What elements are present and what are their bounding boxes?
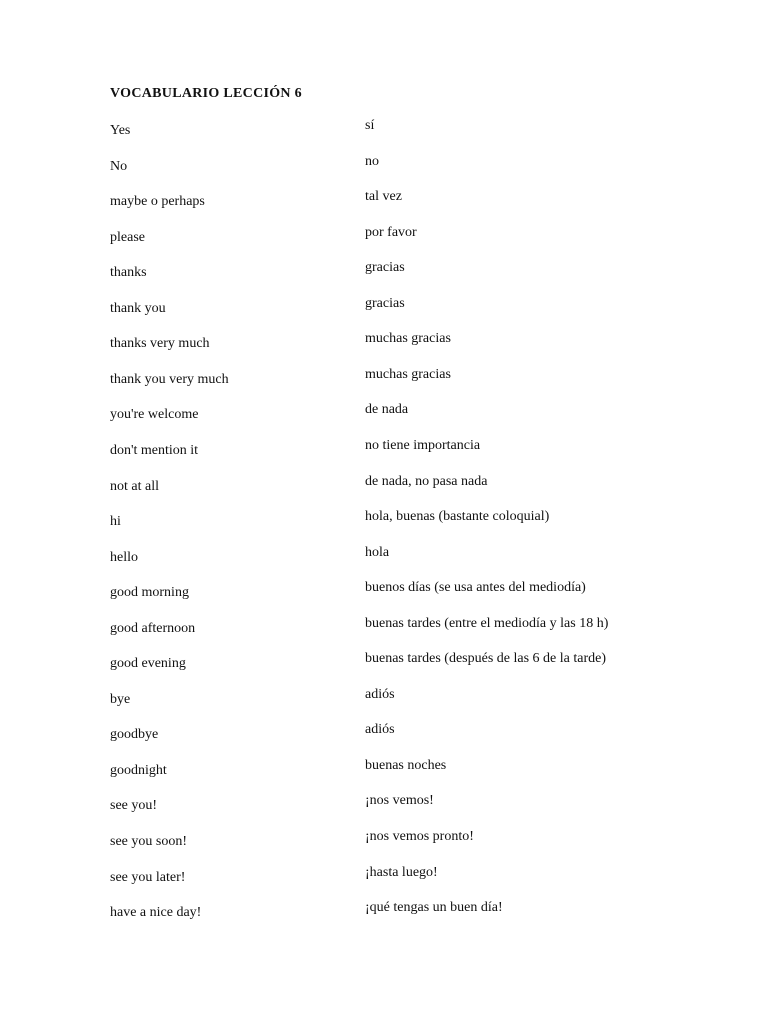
english-term: thanks very much [110,336,210,352]
vocabulary-row [0,473,768,501]
english-term: have a nice day! [110,905,202,921]
english-term: No [110,158,128,174]
english-term: Yes [110,123,131,138]
vocabulary-row [0,829,768,856]
spanish-translation: ¡nos vemos! [365,793,434,809]
vocabulary-row [0,153,768,181]
spanish-translation: ¡qué tengas un buen día! [365,900,503,916]
vocabulary-row [0,580,768,607]
spanish-translation: buenos días (se usa antes del mediodía) [365,580,586,596]
vocabulary-row [0,402,768,429]
vocabulary-row [0,544,768,572]
english-term: maybe o perhaps [110,194,205,210]
english-term: goodbye [110,727,159,743]
vocabulary-row [0,437,768,465]
vocabulary-row [0,615,768,643]
vocabulary-row [0,651,768,678]
vocabulary-row [0,366,768,394]
spanish-translation: buenas noches [365,757,447,773]
spanish-translation: no tiene importancia [365,437,481,453]
english-term: don't mention it [110,442,199,458]
spanish-translation: adiós [365,686,395,702]
vocabulary-row [0,509,768,536]
spanish-translation: gracias [365,260,405,276]
spanish-translation: hola, buenas (bastante coloquial) [365,509,550,525]
english-term: you're welcome [110,407,199,423]
spanish-translation: sí [365,118,375,133]
vocabulary-row [0,224,768,252]
vocabulary-row [0,722,768,749]
english-term: please [110,229,145,245]
vocabulary-row [0,118,768,145]
spanish-translation: adiós [365,722,395,738]
english-term: hi [110,514,121,530]
vocabulary-row [0,295,768,323]
vocabulary-row [0,189,768,216]
spanish-translation: buenas tardes (entre el mediodía y las 18 h) [365,615,609,631]
spanish-translation: ¡hasta luego! [365,864,438,880]
spanish-translation: hola [365,544,390,560]
spanish-translation: muchas gracias [365,331,451,347]
document-title: VOCABULARIO LECCIÓN 6 [110,86,302,101]
english-term: good morning [110,585,189,601]
vocabulary-row [0,260,768,287]
vocabulary-row [0,900,768,927]
english-term: good evening [110,656,186,672]
english-term: good afternoon [110,620,196,636]
english-term: see you soon! [110,834,187,849]
english-term: hello [110,549,138,565]
vocabulary-row [0,793,768,820]
spanish-translation: gracias [365,295,405,311]
english-term: thanks [110,265,147,281]
english-term: thank you very much [110,371,229,387]
spanish-translation: por favor [365,224,417,240]
spanish-translation: muchas gracias [365,366,451,382]
spanish-translation: buenas tardes (después de las 6 de la tarde) [365,651,607,667]
vocabulary-row [0,864,768,892]
english-term: goodnight [110,762,167,778]
english-term: see you! [110,798,158,814]
english-term: thank you [110,300,166,316]
vocabulary-row [0,757,768,785]
spanish-translation: ¡nos vemos pronto! [365,829,474,844]
spanish-translation: no [365,153,379,169]
spanish-translation: de nada [365,402,409,418]
spanish-translation: de nada, no pasa nada [365,473,488,489]
english-term: see you later! [110,869,186,885]
spanish-translation: tal vez [365,189,402,205]
english-term: not at all [110,478,159,494]
vocabulary-row [0,686,768,714]
english-term: bye [110,691,131,707]
vocabulary-row [0,331,768,358]
